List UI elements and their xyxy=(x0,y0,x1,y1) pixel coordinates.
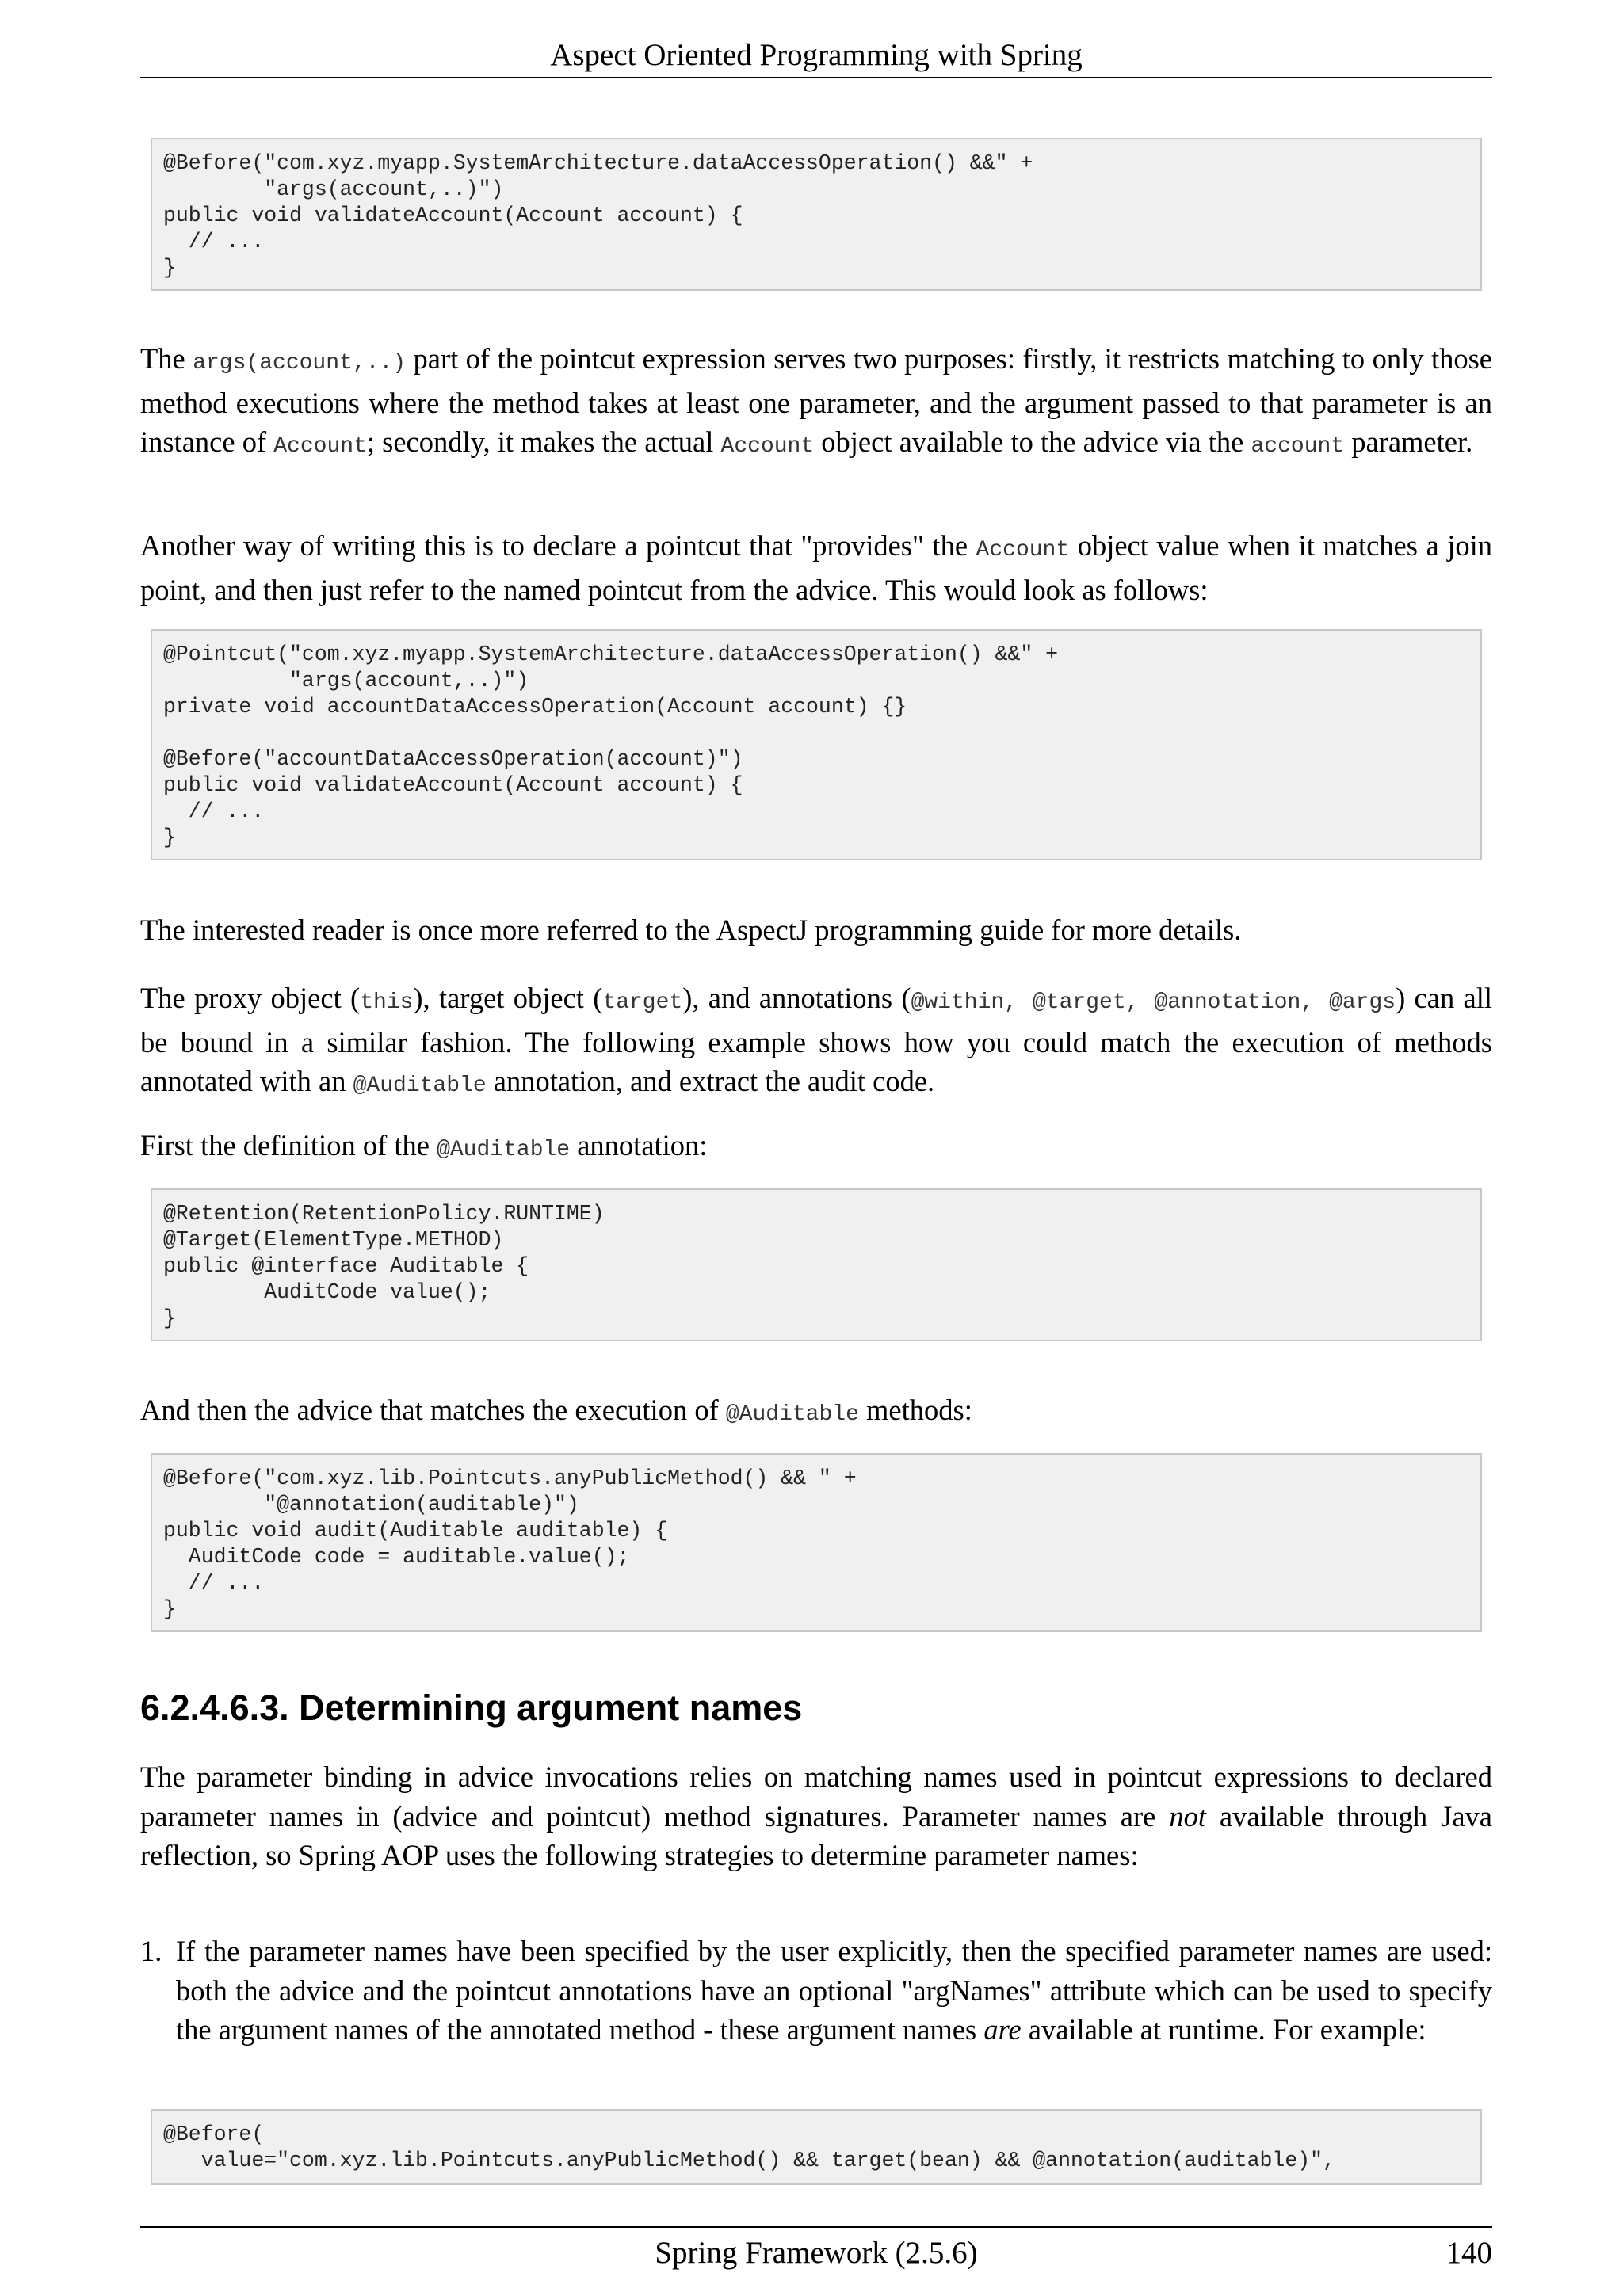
paragraph-another-way: Another way of writing this is to declare a pointcut that "provides" the Account object value when it matches a join point, and then just refer to the named pointcut from the advice. This would look as follows: xyxy=(140,529,1492,606)
footer-title: Spring Framework (2.5.6) xyxy=(655,2236,978,2270)
emphasis: are xyxy=(983,2013,1022,2046)
page-number: 140 xyxy=(1445,2236,1492,2270)
inline-code: @Auditable xyxy=(725,1402,859,1427)
paragraph-and-then: And then the advice that matches the execution of @Auditable methods: xyxy=(140,1394,972,1427)
inline-code: @target xyxy=(1033,990,1126,1015)
code-block-audit-advice: @Before("com.xyz.lib.Pointcuts.anyPublicMethod() && " + "@annotation(auditable)") public void audit(Auditable auditable) { AuditCode code = auditable.value(); // ... } xyxy=(151,1453,1482,1632)
inline-code: account xyxy=(1251,434,1345,459)
inline-code: Account xyxy=(273,434,367,459)
inline-code: Account xyxy=(976,538,1070,563)
code-block-pointcut-provides: @Pointcut("com.xyz.myapp.SystemArchitecture.dataAccessOperation() &&" + "args(account,..)") private void accountDataAccessOperation(Account account) {} @Before("accountDataAccessOperation(account)") public void validateAccount(Account account) { // ... } xyxy=(151,629,1482,860)
section-heading: 6.2.4.6.3. Determining argument names xyxy=(140,1688,803,1728)
inline-code: @Auditable xyxy=(353,1074,487,1098)
code-block-argnames-example: @Before( value="com.xyz.lib.Pointcuts.anyPublicMethod() && target(bean) && @annotation(auditable)", xyxy=(151,2109,1482,2185)
inline-code: @annotation xyxy=(1154,990,1301,1015)
paragraph-args-purposes: The args(account,..) part of the pointcut expression serves two purposes: firstly, it restricts matching to only those method executions where the method takes at least one parameter, and the argument passed to that parameter is an instance of Account; secondly, it makes the actual Account object available to the advice via the account parameter. xyxy=(140,342,1492,459)
code-block-auditable-annotation: @Retention(RetentionPolicy.RUNTIME) @Target(ElementType.METHOD) public @interface Auditable { AuditCode value(); } xyxy=(151,1188,1482,1341)
inline-code: @Auditable xyxy=(437,1138,571,1162)
inline-code: this xyxy=(360,990,414,1015)
list-item-text: If the parameter names have been specified by the user explicitly, then the specified parameter names are used: both the advice and the pointcut annotations have an optional "argNames" attribute which can be used to specify the argument names of the annotated method - these argument names are available at runtime. For example: xyxy=(176,1935,1492,2046)
header-rule xyxy=(140,77,1492,78)
paragraph-interested-reader: The interested reader is once more referred to the AspectJ programming guide for more details. xyxy=(140,913,1242,946)
code-block-validate-account: @Before("com.xyz.myapp.SystemArchitecture.dataAccessOperation() &&" + "args(account,..)") public void validateAccount(Account account) { // ... } xyxy=(151,138,1482,291)
inline-code: Account xyxy=(720,434,815,459)
paragraph-first-definition: First the definition of the @Auditable annotation: xyxy=(140,1129,708,1162)
running-header: Aspect Oriented Programming with Spring xyxy=(550,38,1083,72)
inline-code: target xyxy=(602,990,683,1015)
inline-code: @within xyxy=(911,990,1005,1015)
inline-code: @args xyxy=(1329,990,1396,1015)
list-item-number: 1. xyxy=(140,1935,162,1967)
inline-code: args(account,..) xyxy=(193,351,407,376)
paragraph-proxy-object: The proxy object (this), target object (target), and annotations (@within, @target, @annotation, @args) can all be bound in a similar fashion. The following example shows how you could match the execution of methods annotated with an @Auditable annotation, and extract the audit code. xyxy=(140,982,1492,1098)
paragraph-binding: The parameter binding in advice invocations relies on matching names used in pointcut expressions to declared parameter names in (advice and pointcut) method signatures. Parameter names are not available through Java reflection, so Spring AOP uses the following strategies to determine parameter names: xyxy=(140,1760,1492,1871)
footer-rule xyxy=(140,2226,1492,2228)
emphasis: not xyxy=(1169,1799,1206,1833)
